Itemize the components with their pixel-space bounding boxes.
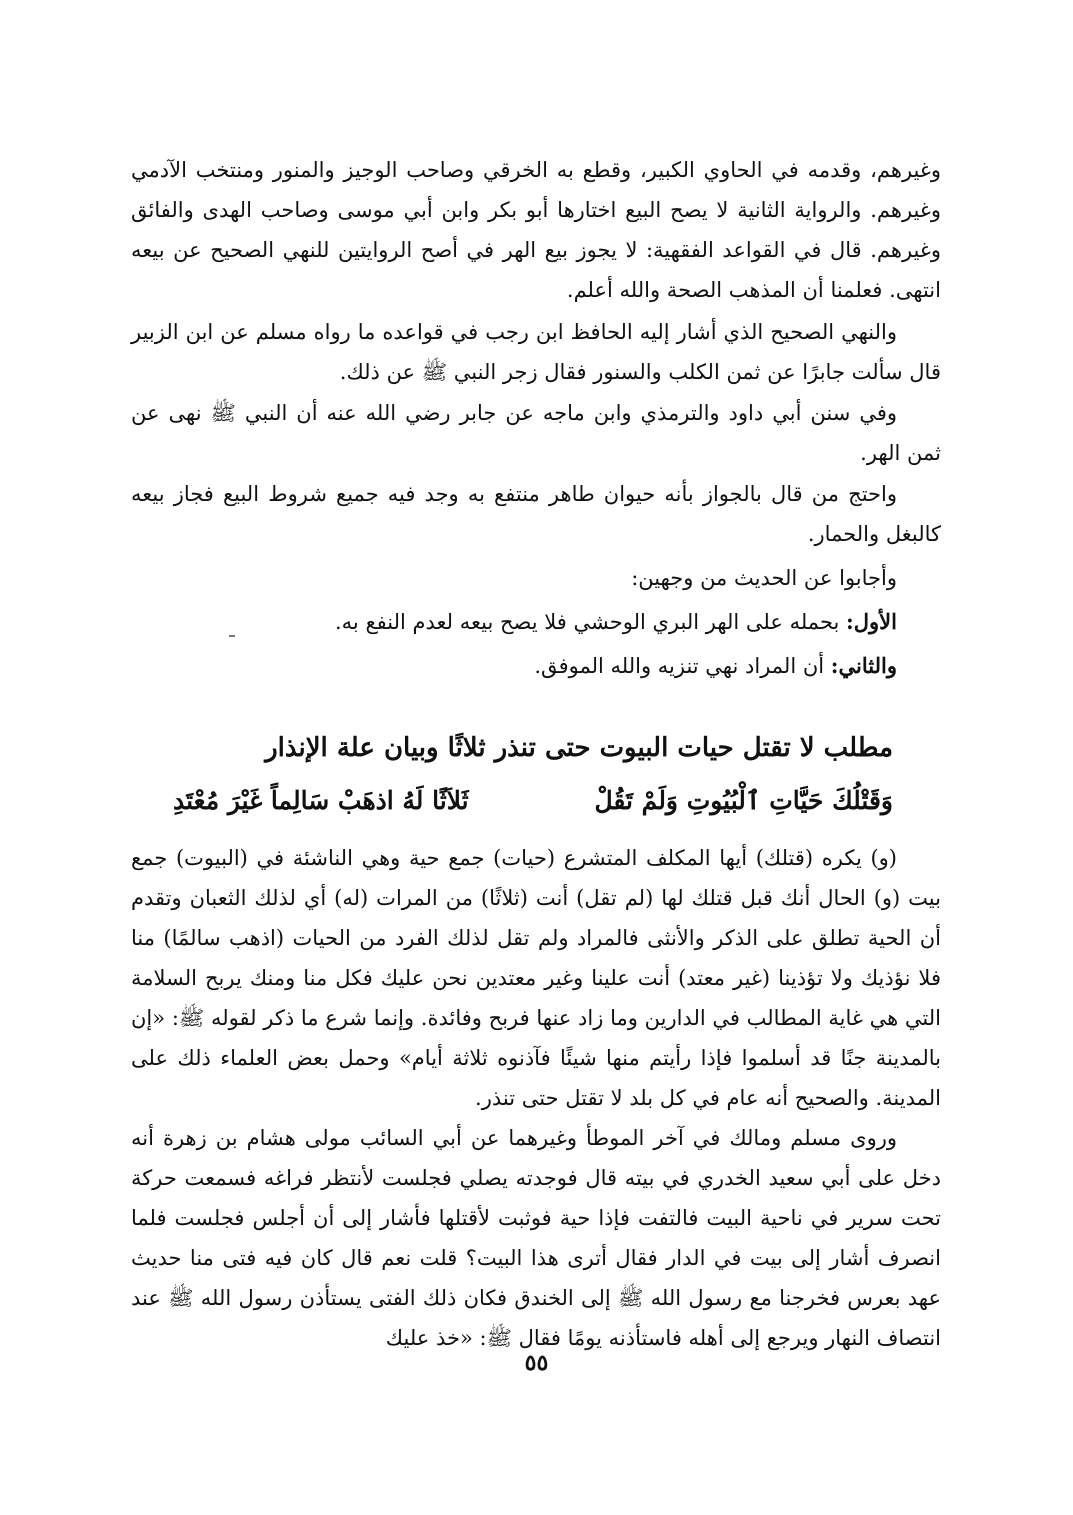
- paragraph-jawaz: واحتج من قال بالجواز بأنه حيوان طاهر منتفع به وجد فيه جميع شروط البيع فجاز بيعه كالبغل والحمار.: [131, 482, 941, 546]
- page-number: ٥٥: [524, 1350, 549, 1376]
- section-heading: مطلب لا تقتل حيات البيوت حتى تنذر ثلاثًا وبيان علة الإنذار: [265, 733, 893, 763]
- poem-verse: [173, 786, 893, 836]
- paragraph-ibn-rajab: والنهي الصحيح الذي أشار إليه الحافظ ابن رجب في قواعده ما رواه مسلم عن ابن الزبير قال سألت جابرًا عن ثمن الكلب والسنور فقال زجر النبي ﷺ عن ذلك.: [131, 320, 941, 384]
- answers-list: [131, 556, 941, 688]
- paragraph-sunan: وفي سنن أبي داود والترمذي وابن ماجه عن جابر رضي الله عنه أن النبي ﷺ نهى عن ثمن الهر.: [131, 401, 941, 465]
- answer-first-text: بحمله على الهر البري الوحشي فلا يصح بيعه لعدم النفع به.: [335, 610, 840, 634]
- paragraph-commentary: (و) يكره (قتلك) أيها المكلف المتشرع (حيات) جمع حية وهي الناشئة في (البيوت) جمع بيت (و) الحال أنك قبل قتلك لها (لم تقل) أنت (ثلاثًا) من المرات (له) أي لذلك الثعبان وتقدم أن الحية تطلق على الذكر والأنثى فالمراد ولم تقل لذلك الفرد من الحيات (اذهب سالمًا) منا فلا نؤذيك ولا تؤذينا (غير معتد) أنت علينا وغير معتدين نحن عليك فكل منا ومنك يربح السلامة التي هي غاية المطالب في الدارين وما زاد عنها فربح وفائدة. وإنما شرع ما ذكر لقوله ﷺ: «إن بالمدينة جنًا قد أسلموا فإذا رأيتم منها شيئًا فآذنوه ثلاثة أيام» وحمل بعض العلماء ذلك على المدينة. والصحيح أنه عام في كل بلد لا تقتل حتى تنذر.: [131, 846, 941, 1110]
- paragraph-abu-saib: وروى مسلم ومالك في آخر الموطأ وغيرهما عن أبي السائب مولى هشام بن زهرة أنه دخل على أبي سعيد الخدري في بيته قال فوجدته يصلي فجلست لأنتظر فراغه فسمعت حركة تحت سرير في ناحية البيت فالتفت فإذا حية فوثبت لأقتلها فأشار إلى أن أجلس فجلست فلما انصرف أشار إلى بيت في الدار فقال أترى هذا البيت؟ قلت نعم قال كان فيه فتى منا حديث عهد بعرس فخرجنا مع رسول الله ﷺ إلى الخندق فكان ذلك الفتى يستأذن رسول الله ﷺ عند انتصاف النهار ويرجع إلى أهله فاستأذنه يومًا فقال ﷺ: «خذ عليك: [131, 1126, 941, 1350]
- answer-second-text: أن المراد نهي تنزيه والله الموفق.: [534, 654, 825, 678]
- verse-hemistich-second: ثَلاَثًا لَهُ اذهَبْ سَالِماً غَيْرَ مُعْتَدِ: [173, 786, 469, 815]
- answer-second: [131, 644, 941, 688]
- paragraph-hiwi: وغيرهم، وقدمه في الحاوي الكبير، وقطع به الخرقي وصاحب الوجيز والمنور ومنتخب الآدمي وغيرهم. والرواية الثانية لا يصح البيع اختارها أبو بكر وابن أبي موسى وصاحب الهدى والفائق وغيرهم. قال في القواعد الفقهية: لا يجوز بيع الهر في أصح الروايتين للنهي الصحيح عن بيعه انتهى. فعلمنا أن المذهب الصحة والله أعلم.: [131, 158, 941, 302]
- answers-intro: وأجابوا عن الحديث من وجهين:: [631, 566, 897, 590]
- answer-first-label: الأول:: [846, 609, 897, 634]
- answer-second-label: والثاني:: [830, 653, 897, 678]
- stray-pen-mark: [229, 635, 235, 637]
- answer-first: [131, 600, 941, 644]
- verse-hemistich-first: وَقَتْلُكَ حَيَّاتِ ٱلْبُيُوتِ وَلَمْ تَقُلْ: [594, 786, 893, 815]
